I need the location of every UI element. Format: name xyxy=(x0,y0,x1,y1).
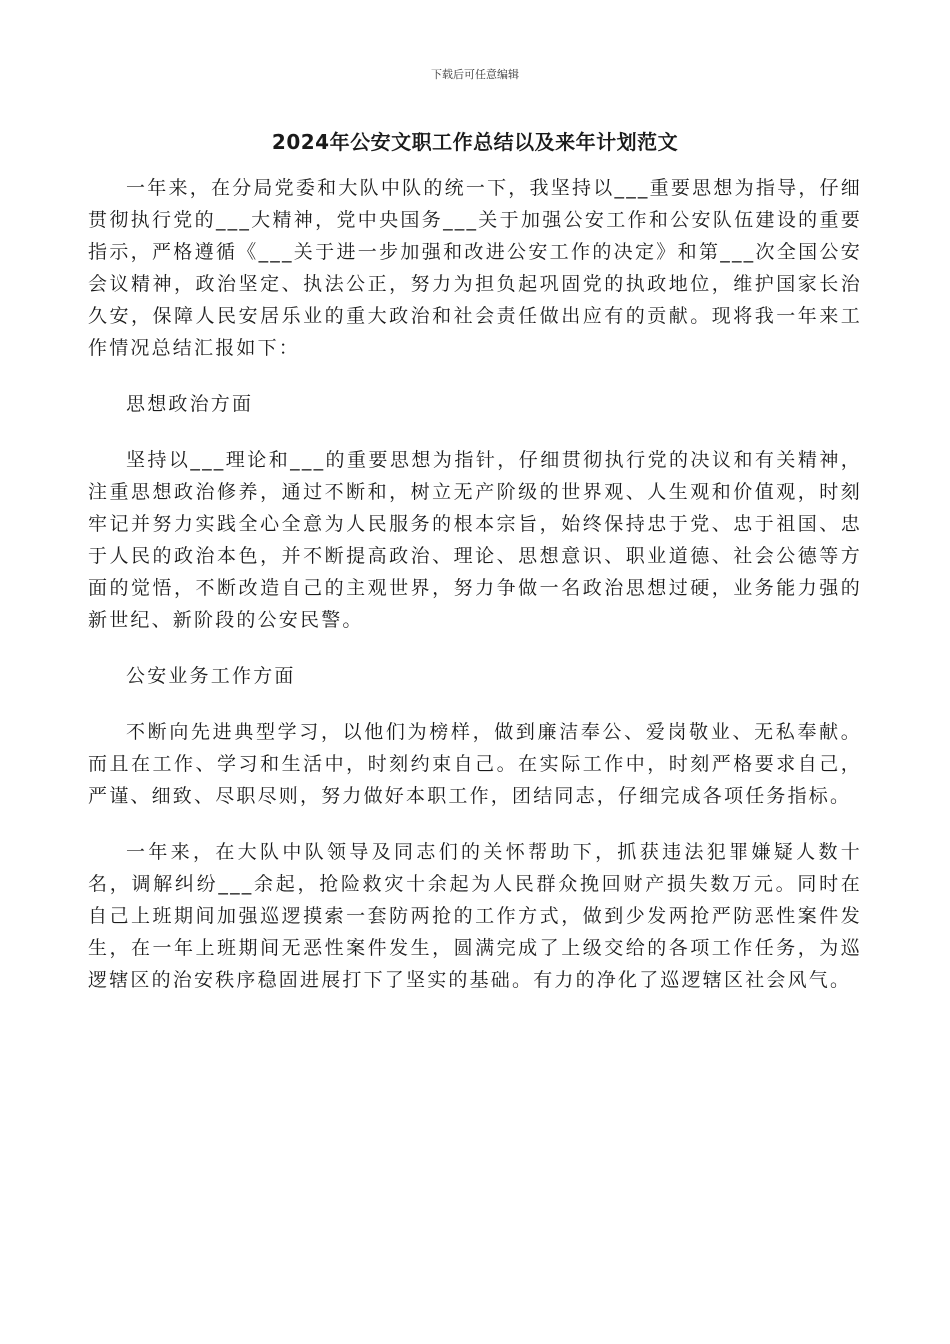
section-heading-political: 思想政治方面 xyxy=(126,393,254,415)
paragraph-achievements: 一年来，在大队中队领导及同志们的关怀帮助下，抓获违法犯罪嫌疑人数十名，调解纠纷___余起，抢险救灾十余起为人民群众挽回财产损失数万元。同时在自己上班期间加强巡逻摸索一套防两抢的工作方式，做到少发两抢严防恶性案件发生，在一年上班期间无恶性案件发生，圆满完成了上级交给的各项工作任务，为巡逻辖区的治安秩序稳固进展打下了坚实的基础。有力的净化了巡逻辖区社会风气。 xyxy=(88,841,862,991)
document-body xyxy=(88,172,862,1020)
document-title: 2024年公安文职工作总结以及来年计划范文 xyxy=(271,130,679,154)
section-heading-business: 公安业务工作方面 xyxy=(126,665,296,687)
paragraph-intro: 一年来，在分局党委和大队中队的统一下，我坚持以___重要思想为指导，仔细贯彻执行党的___大精神，党中央国务___关于加强公安工作和公安队伍建设的重要指示，严格遵循《___关于进一步加强和改进公安工作的决定》和第___次全国公安会议精神，政治坚定、执法公正，努力为担负起巩固党的执政地位，维护国家长治久安，保障人民安居乐业的重大政治和社会责任做出应有的贡献。现将我一年来工作情况总结汇报如下： xyxy=(88,177,862,359)
paragraph-business: 不断向先进典型学习，以他们为榜样，做到廉洁奉公、爱岗敬业、无私奉献。而且在工作、学习和生活中，时刻约束自己。在实际工作中，时刻严格要求自己，严谨、细致、尽职尽则，努力做好本职工作，团结同志，仔细完成各项任务指标。 xyxy=(88,721,862,807)
header-note: 下载后可任意编辑 xyxy=(431,68,519,81)
paragraph-political: 坚持以___理论和___的重要思想为指针，仔细贯彻执行党的决议和有关精神，注重思想政治修养，通过不断和，树立无产阶级的世界观、人生观和价值观，时刻牢记并努力实践全心全意为人民服务的根本宗旨，始终保持忠于党、忠于祖国、忠于人民的政治本色，并不断提高政治、理论、思想意识、职业道德、社会公德等方面的觉悟，不断改造自己的主观世界，努力争做一名政治思想过硬，业务能力强的新世纪、新阶段的公安民警。 xyxy=(88,449,862,631)
